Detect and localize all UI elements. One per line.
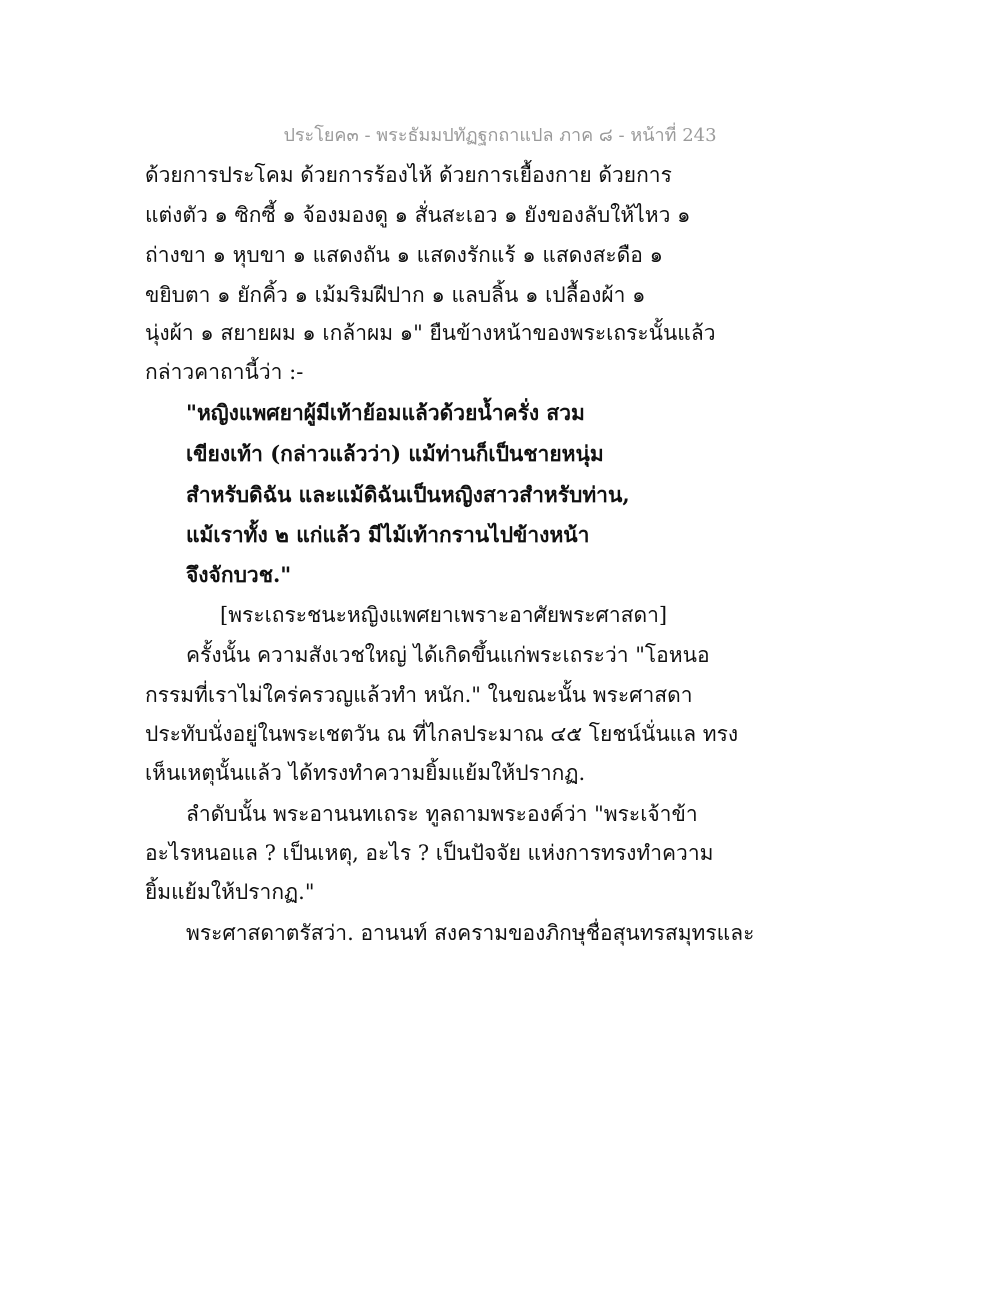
text-line: กรรมที่เราไม่ใคร่ครวญแล้วทำ หนัก." ในขณะนั้น พระศาสดา bbox=[145, 683, 693, 707]
verse-line: จึงจักบวช." bbox=[186, 562, 292, 587]
text-line: ลำดับนั้น พระอานนทเถระ ทูลถามพระองค์ว่า "พระเจ้าข้า bbox=[186, 802, 698, 826]
text-line: ครั้งนั้น ความสังเวชใหญ่ ได้เกิดขึ้นแก่พระเถระว่า "โอหนอ bbox=[186, 643, 710, 667]
text-line: ประทับนั่งอยู่ในพระเชตวัน ณ ที่ไกลประมาณ ๔๕ โยชน์นั่นแล ทรง bbox=[145, 722, 739, 746]
text-line: ด้วยการประโคม ด้วยการร้องไห้ ด้วยการเยื้องกาย ด้วยการ bbox=[145, 163, 672, 187]
text-line: อะไรหนอแล ? เป็นเหตุ, อะไร ? เป็นปัจจัย แห่งการทรงทำความ bbox=[145, 841, 714, 865]
text-line: พระศาสดาตรัสว่า. อานนท์ สงครามของภิกษุชื่อสุนทรสมุทรและ bbox=[186, 921, 755, 945]
section-heading: [พระเถระชนะหญิงแพศยาเพราะอาศัยพระศาสดา] bbox=[220, 603, 668, 627]
text-line: ขยิบตา ๑ ยักคิ้ว ๑ เม้มริมฝีปาก ๑ แลบลิ้น ๑ เปลื้องผ้า ๑ bbox=[145, 283, 646, 307]
text-line: กล่าวคาถานี้ว่า :- bbox=[145, 360, 304, 384]
text-line: ถ่างขา ๑ หุบขา ๑ แสดงถัน ๑ แสดงรักแร้ ๑ แสดงสะดือ ๑ bbox=[145, 243, 663, 267]
verse-line: "หญิงแพศยาผู้มีเท้าย้อมแล้วด้วยน้ำครั่ง สวม bbox=[186, 400, 585, 425]
text-line: ยิ้มแย้มให้ปรากฏ." bbox=[145, 880, 315, 904]
verse-line: เขียงเท้า (กล่าวแล้วว่า) แม้ท่านก็เป็นชายหนุ่ม bbox=[186, 441, 604, 466]
text-line: แต่งตัว ๑ ซิกซี้ ๑ จ้องมองดู ๑ สั่นสะเอว ๑ ยังของลับให้ไหว ๑ bbox=[145, 203, 691, 227]
verse-line: แม้เราทั้ง ๒ แก่แล้ว มีไม้เท้ากรานไปข้างหน้า bbox=[186, 522, 590, 547]
text-line: นุ่งผ้า ๑ สยายผม ๑ เกล้าผม ๑" ยืนข้างหน้าของพระเถระนั้นแล้ว bbox=[145, 321, 716, 345]
text-line: เห็นเหตุนั้นแล้ว ได้ทรงทำความยิ้มแย้มให้ปรากฏ. bbox=[145, 761, 586, 785]
verse-line: สำหรับดิฉัน และแม้ดิฉันเป็นหญิงสาวสำหรับท่าน, bbox=[186, 482, 630, 507]
page-header: ประโยค๓ - พระธัมมปทัฏฐกถาแปล ภาค ๘ - หน้าที่ 243 bbox=[283, 125, 717, 146]
